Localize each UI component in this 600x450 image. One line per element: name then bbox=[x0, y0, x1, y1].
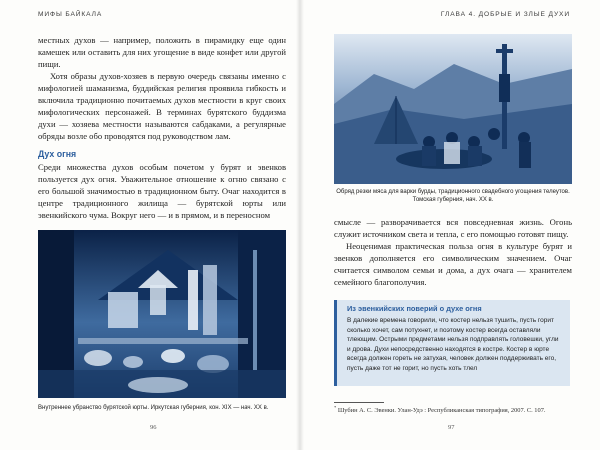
infobox-text: В далекие времена говорили, что костер нельзя тушить, пусть горит сколько хочет, сам потухнет, и поэтому костер всегда оставляли тлеющим. Острыми предметами нельзя подправлять головешки, угли и дрова. Духи непосредственно находятся в костре. Костер в юрте всегда должен гореть не затухая, человек должен поддерживать его, пусть даже тот не горит, но пусть хоть тлел bbox=[347, 317, 559, 372]
right-text-block bbox=[334, 216, 572, 288]
left-text-block bbox=[38, 34, 286, 221]
section-heading-fire-spirit: Дух огня bbox=[38, 149, 77, 159]
evenki-beliefs-infobox bbox=[334, 300, 570, 386]
right-paragraph-1: смысле — разворачивается вся повседневная жизнь. Огонь служит источником света и тепла, с его помощью готовят пищу. bbox=[334, 217, 572, 239]
left-running-head: МИФЫ БАЙКАЛА bbox=[38, 11, 103, 18]
ritual-meat-cutting-photo bbox=[334, 34, 572, 184]
footnote bbox=[334, 405, 574, 414]
left-page-number: 96 bbox=[150, 424, 157, 431]
infobox-title: Из эвенкийских поверий о духе огня bbox=[347, 304, 482, 313]
yurt-interior-photo bbox=[38, 230, 286, 398]
right-paragraph-2: Неоценимая практическая польза огня в культуре бурят и эвенков дополняется его символическим значением. Очаг считается символом семьи и дома, а дух очага — хранителем семейного благополучия. bbox=[334, 241, 572, 287]
right-running-head: ГЛАВА 4. ДОБРЫЕ И ЗЛЫЕ ДУХИ bbox=[440, 11, 570, 18]
footnote-rule bbox=[334, 402, 384, 403]
left-paragraph-2: Хотя образы духов-хозяев в первую очередь связаны именно с мифологией шаманизма, буддийская религия проявила гибкость и включила традиционно почитаемых духов местности в круг своих мифологических персонажей. В терминах бурятского буддизма духи — хозяева местности называются сабдаками, а регулярные обряды возле обо проводятся под руководством лам. bbox=[38, 71, 286, 141]
yurt-interior-illustration bbox=[38, 230, 286, 398]
footnote-text: Шубин А. С. Эвенки. Улан-Удэ : Республиканская типография, 2007. С. 107. bbox=[337, 407, 546, 415]
ritual-illustration bbox=[334, 34, 572, 184]
left-paragraph-1: местных духов — например, положить в пирамидку еще один камешек или оставить для них угощение в виде конфет или другой пищи. bbox=[38, 35, 286, 69]
right-photo-caption: Обряд резки мяса для варки бурды, традиционного свадебного угощения телеутов. Томская губерния, нач. XX в. bbox=[336, 189, 570, 203]
right-page-number: 97 bbox=[448, 424, 455, 431]
footnote-mark: * bbox=[334, 405, 337, 410]
left-paragraph-3: Среди множества духов особым почетом у бурят и эвенков пользуется дух огня. Уважительное отношение к огню связано с его большой значимостью в традиционном быту. Очаг находится в центре традиционного жилища — бурятской юрты или эвенкийского чума. Вокруг него — и в прямом, и в переносном bbox=[38, 162, 286, 220]
left-photo-caption: Внутреннее убранство бурятской юрты. Иркутская губерния, кон. XIX — нач. XX в. bbox=[38, 405, 269, 411]
